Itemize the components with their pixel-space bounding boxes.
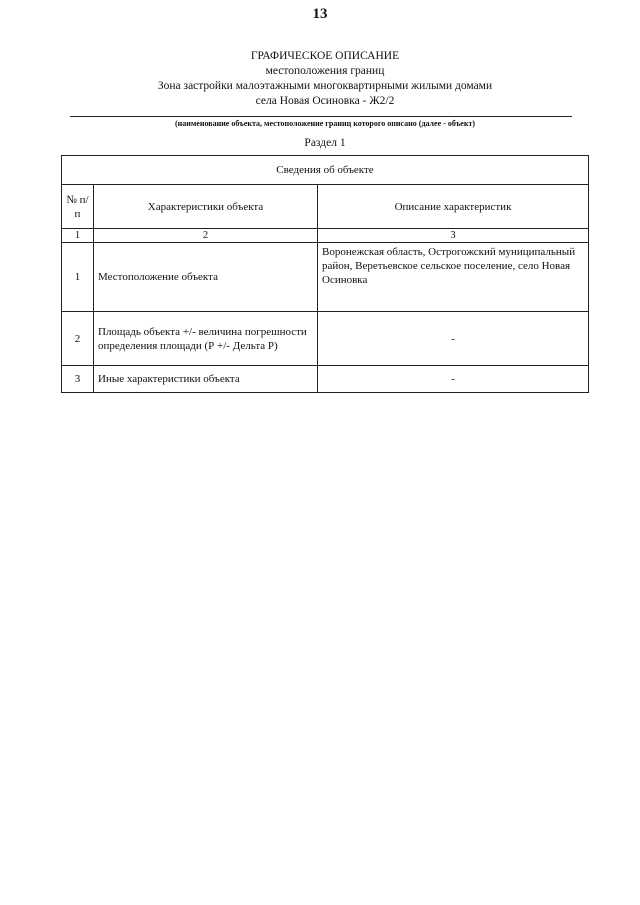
- table-row: [62, 312, 589, 366]
- zone-location: села Новая Осиновка - Ж2/2: [255, 95, 395, 107]
- row-description: -: [318, 312, 589, 366]
- index-cell: 1: [62, 229, 94, 243]
- row-number: 3: [62, 366, 94, 393]
- document-header: [60, 49, 590, 109]
- header-underline: [70, 116, 572, 117]
- document-subtitle: местоположения границ: [265, 65, 385, 77]
- zone-name: Зона застройки малоэтажными многоквартирными жилыми домами: [157, 80, 493, 92]
- row-characteristic: Иные характеристики объекта: [94, 366, 318, 393]
- row-description: -: [318, 366, 589, 393]
- index-cell: 2: [94, 229, 318, 243]
- row-number: 1: [62, 243, 94, 312]
- header-characteristics: Характеристики объекта: [94, 185, 318, 229]
- table-title: Сведения об объекте: [62, 156, 589, 185]
- index-cell: 3: [318, 229, 589, 243]
- document-title: ГРАФИЧЕСКОЕ ОПИСАНИЕ: [250, 50, 400, 62]
- object-info-table: [61, 155, 589, 393]
- table-row: [62, 243, 589, 312]
- page-number: 13: [312, 6, 328, 22]
- header-num: № п/п: [62, 185, 94, 229]
- object-caption: (наименование объекта, местоположение границ которого описано (далее - объект): [174, 119, 476, 128]
- table-header-row: [62, 185, 589, 229]
- table-index-row: [62, 229, 589, 243]
- row-characteristic: Местоположение объекта: [94, 243, 318, 312]
- section-label: Раздел 1: [304, 137, 346, 149]
- row-description: Воронежская область, Острогожский муниципальный район, Веретьевское сельское поселение, село Новая Осиновка: [318, 243, 589, 312]
- header-description: Описание характеристик: [318, 185, 589, 229]
- row-characteristic: Площадь объекта +/- величина погрешности определения площади (Р +/- Дельта Р): [94, 312, 318, 366]
- table-row: [62, 366, 589, 393]
- row-number: 2: [62, 312, 94, 366]
- table-title-row: [62, 156, 589, 185]
